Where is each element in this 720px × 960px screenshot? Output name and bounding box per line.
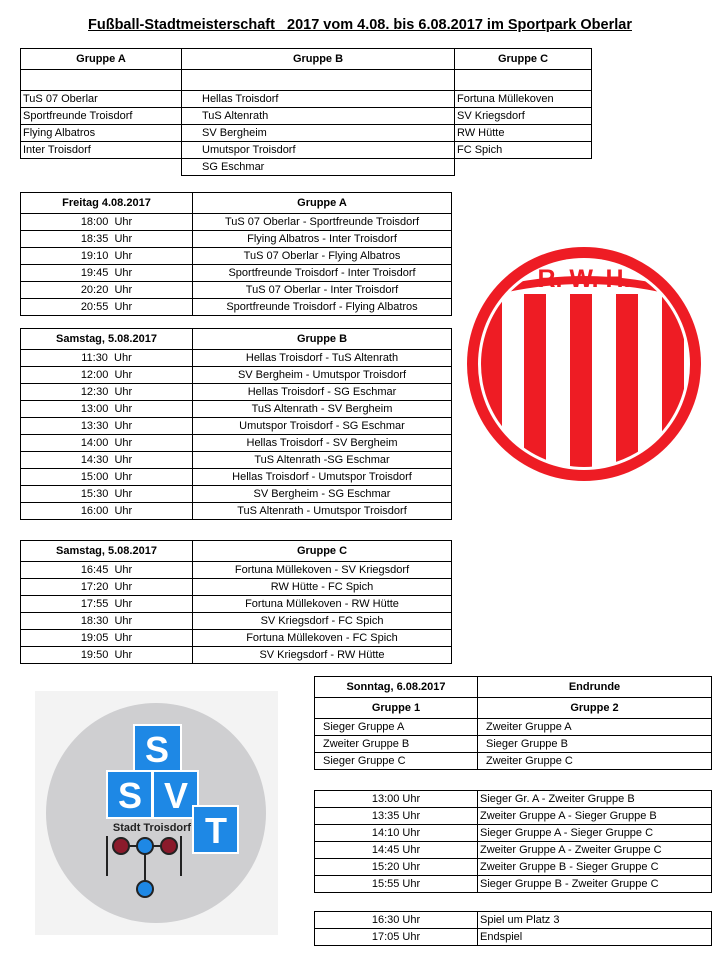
match-time: 19:45 Uhr [21,265,193,282]
group-a-team: TuS 07 Oberlar [21,91,182,108]
match-pairing: TuS 07 Oberlar - Inter Troisdorf [193,282,452,299]
match-time: 17:20 Uhr [21,579,193,596]
match-time: 14:00 Uhr [21,435,193,452]
match-time: 14:10 Uhr [315,825,478,842]
match-row [21,231,452,248]
match-time: 17:05 Uhr [315,929,478,946]
match-time: 12:00 Uhr [21,367,193,384]
match-row [21,248,452,265]
match-time: 15:20 Uhr [315,859,478,876]
match-pairing: Hellas Troisdorf - SG Eschmar [193,384,452,401]
svt-letter: S [144,729,170,770]
match-row [21,452,452,469]
final-pair-g2: Zweiter Gruppe C [478,753,712,770]
group-c-header: Gruppe C [455,49,592,70]
match-row [21,418,452,435]
match-pairing: RW Hütte - FC Spich [193,579,452,596]
match-pairing: Flying Albatros - Inter Troisdorf [193,231,452,248]
match-pairing: SV Bergheim - SG Eschmar [193,486,452,503]
match-pairing: Endspiel [478,929,712,946]
group-b-header: Gruppe B [182,49,455,70]
match-time: 16:45 Uhr [21,562,193,579]
final-date: Sonntag, 6.08.2017 [315,677,478,698]
final-pair-row [315,753,712,770]
match-row [21,384,452,401]
match-pairing: Sieger Gruppe B - Zweiter Gruppe C [478,876,712,893]
final-group1-header: Gruppe 1 [315,698,478,719]
group-b-team: TuS Altenrath [182,108,455,125]
match-row [315,929,712,946]
match-row [315,876,712,893]
match-time: 18:35 Uhr [21,231,193,248]
match-pairing: Zweiter Gruppe B - Sieger Gruppe C [478,859,712,876]
rwh-logo-text: R. W. H. [537,265,631,293]
match-row [21,282,452,299]
match-row [21,299,452,316]
svt-club-logo [35,691,278,935]
final-pair-row [315,736,712,753]
svt-caption: Stadt Troisdorf [112,822,192,834]
groups-table [20,48,592,176]
svt-letter: T [205,810,227,851]
match-row [21,435,452,452]
match-pairing: SV Kriegsdorf - RW Hütte [193,647,452,664]
match-pairing: Zweiter Gruppe A - Zweiter Gruppe C [478,842,712,859]
group-b-team: Umutspor Troisdorf [182,142,455,159]
match-pairing: Sportfreunde Troisdorf - Inter Troisdorf [193,265,452,282]
match-row [315,842,712,859]
match-pairing: Sportfreunde Troisdorf - Flying Albatros [193,299,452,316]
match-pairing: Fortuna Müllekoven - RW Hütte [193,596,452,613]
match-pairing: Hellas Troisdorf - TuS Altenrath [193,350,452,367]
match-time: 15:00 Uhr [21,469,193,486]
final-round-matches [314,790,712,893]
match-time: 15:55 Uhr [315,876,478,893]
match-row [21,503,452,520]
match-time: 14:45 Uhr [315,842,478,859]
group-c-team: Fortuna Müllekoven [455,91,592,108]
match-pairing: Hellas Troisdorf - SV Bergheim [193,435,452,452]
match-time: 20:55 Uhr [21,299,193,316]
match-time: 19:10 Uhr [21,248,193,265]
match-pairing: TuS 07 Oberlar - Flying Albatros [193,248,452,265]
match-row [315,825,712,842]
match-row [21,562,452,579]
day-date: Samstag, 5.08.2017 [21,541,193,562]
final-pair-row [315,719,712,736]
group-b-team: Hellas Troisdorf [182,91,455,108]
match-time: 13:30 Uhr [21,418,193,435]
group-b-team: SV Bergheim [182,125,455,142]
match-time: 11:30 Uhr [21,350,193,367]
match-row [21,486,452,503]
group-a-team: Inter Troisdorf [21,142,182,159]
match-pairing: TuS 07 Oberlar - Sportfreunde Troisdorf [193,214,452,231]
svt-letter: V [163,775,189,816]
match-pairing: SV Kriegsdorf - FC Spich [193,613,452,630]
match-time: 14:30 Uhr [21,452,193,469]
match-time: 12:30 Uhr [21,384,193,401]
day-date: Freitag 4.08.2017 [21,193,193,214]
match-pairing: TuS Altenrath - Umutspor Troisdorf [193,503,452,520]
schedule-group-a [20,192,452,316]
match-pairing: TuS Altenrath - SV Bergheim [193,401,452,418]
page-title: Fußball-Stadtmeisterschaft 2017 vom 4.08. bis 6.08.2017 im Sportpark Oberlar [88,17,632,33]
match-time: 13:35 Uhr [315,808,478,825]
match-row [21,401,452,418]
match-time: 13:00 Uhr [21,401,193,418]
match-pairing: Zweiter Gruppe A - Sieger Gruppe B [478,808,712,825]
svt-letter: S [117,775,143,816]
match-time: 15:30 Uhr [21,486,193,503]
match-time: 19:50 Uhr [21,647,193,664]
match-row [21,367,452,384]
match-row [21,596,452,613]
match-pairing: Fortuna Müllekoven - SV Kriegsdorf [193,562,452,579]
match-pairing: Sieger Gruppe A - Sieger Gruppe C [478,825,712,842]
day-group: Gruppe C [193,541,452,562]
final-pair-g1: Sieger Gruppe C [315,753,478,770]
final-pair-g2: Zweiter Gruppe A [478,719,712,736]
match-row [21,265,452,282]
match-time: 19:05 Uhr [21,630,193,647]
match-row [21,579,452,596]
group-c-team: FC Spich [455,142,592,159]
match-pairing: Fortuna Müllekoven - FC Spich [193,630,452,647]
final-group2-header: Gruppe 2 [478,698,712,719]
match-time: 17:55 Uhr [21,596,193,613]
svt-logo-panel [35,691,278,935]
final-pair-g2: Sieger Gruppe B [478,736,712,753]
schedule-group-b [20,328,452,520]
group-b-team: SG Eschmar [182,159,455,176]
match-pairing: TuS Altenrath -SG Eschmar [193,452,452,469]
match-row [21,613,452,630]
group-c-team: SV Kriegsdorf [455,108,592,125]
match-row [21,469,452,486]
day-date: Samstag, 5.08.2017 [21,329,193,350]
final-label: Endrunde [478,677,712,698]
match-time: 16:30 Uhr [315,912,478,929]
match-row [21,214,452,231]
match-time: 13:00 Uhr [315,791,478,808]
match-row [315,791,712,808]
match-time: 20:20 Uhr [21,282,193,299]
match-row [315,808,712,825]
match-row [21,630,452,647]
final-round-groups [314,676,712,770]
final-pair-g1: Zweiter Gruppe B [315,736,478,753]
match-time: 18:00 Uhr [21,214,193,231]
match-row [315,912,712,929]
match-pairing: Hellas Troisdorf - Umutspor Troisdorf [193,469,452,486]
match-pairing: Spiel um Platz 3 [478,912,712,929]
match-pairing: SV Bergheim - Umutspor Troisdorf [193,367,452,384]
rwh-club-logo [466,246,702,482]
match-row [21,350,452,367]
group-c-team: RW Hütte [455,125,592,142]
group-a-team: Sportfreunde Troisdorf [21,108,182,125]
match-time: 18:30 Uhr [21,613,193,630]
match-row [21,647,452,664]
final-round-finals [314,911,712,946]
schedule-group-c [20,540,452,664]
final-pair-g1: Sieger Gruppe A [315,719,478,736]
day-group: Gruppe A [193,193,452,214]
group-a-team: Flying Albatros [21,125,182,142]
group-a-header: Gruppe A [21,49,182,70]
match-pairing: Sieger Gr. A - Zweiter Gruppe B [478,791,712,808]
match-pairing: Umutspor Troisdorf - SG Eschmar [193,418,452,435]
day-group: Gruppe B [193,329,452,350]
match-row [315,859,712,876]
match-time: 16:00 Uhr [21,503,193,520]
